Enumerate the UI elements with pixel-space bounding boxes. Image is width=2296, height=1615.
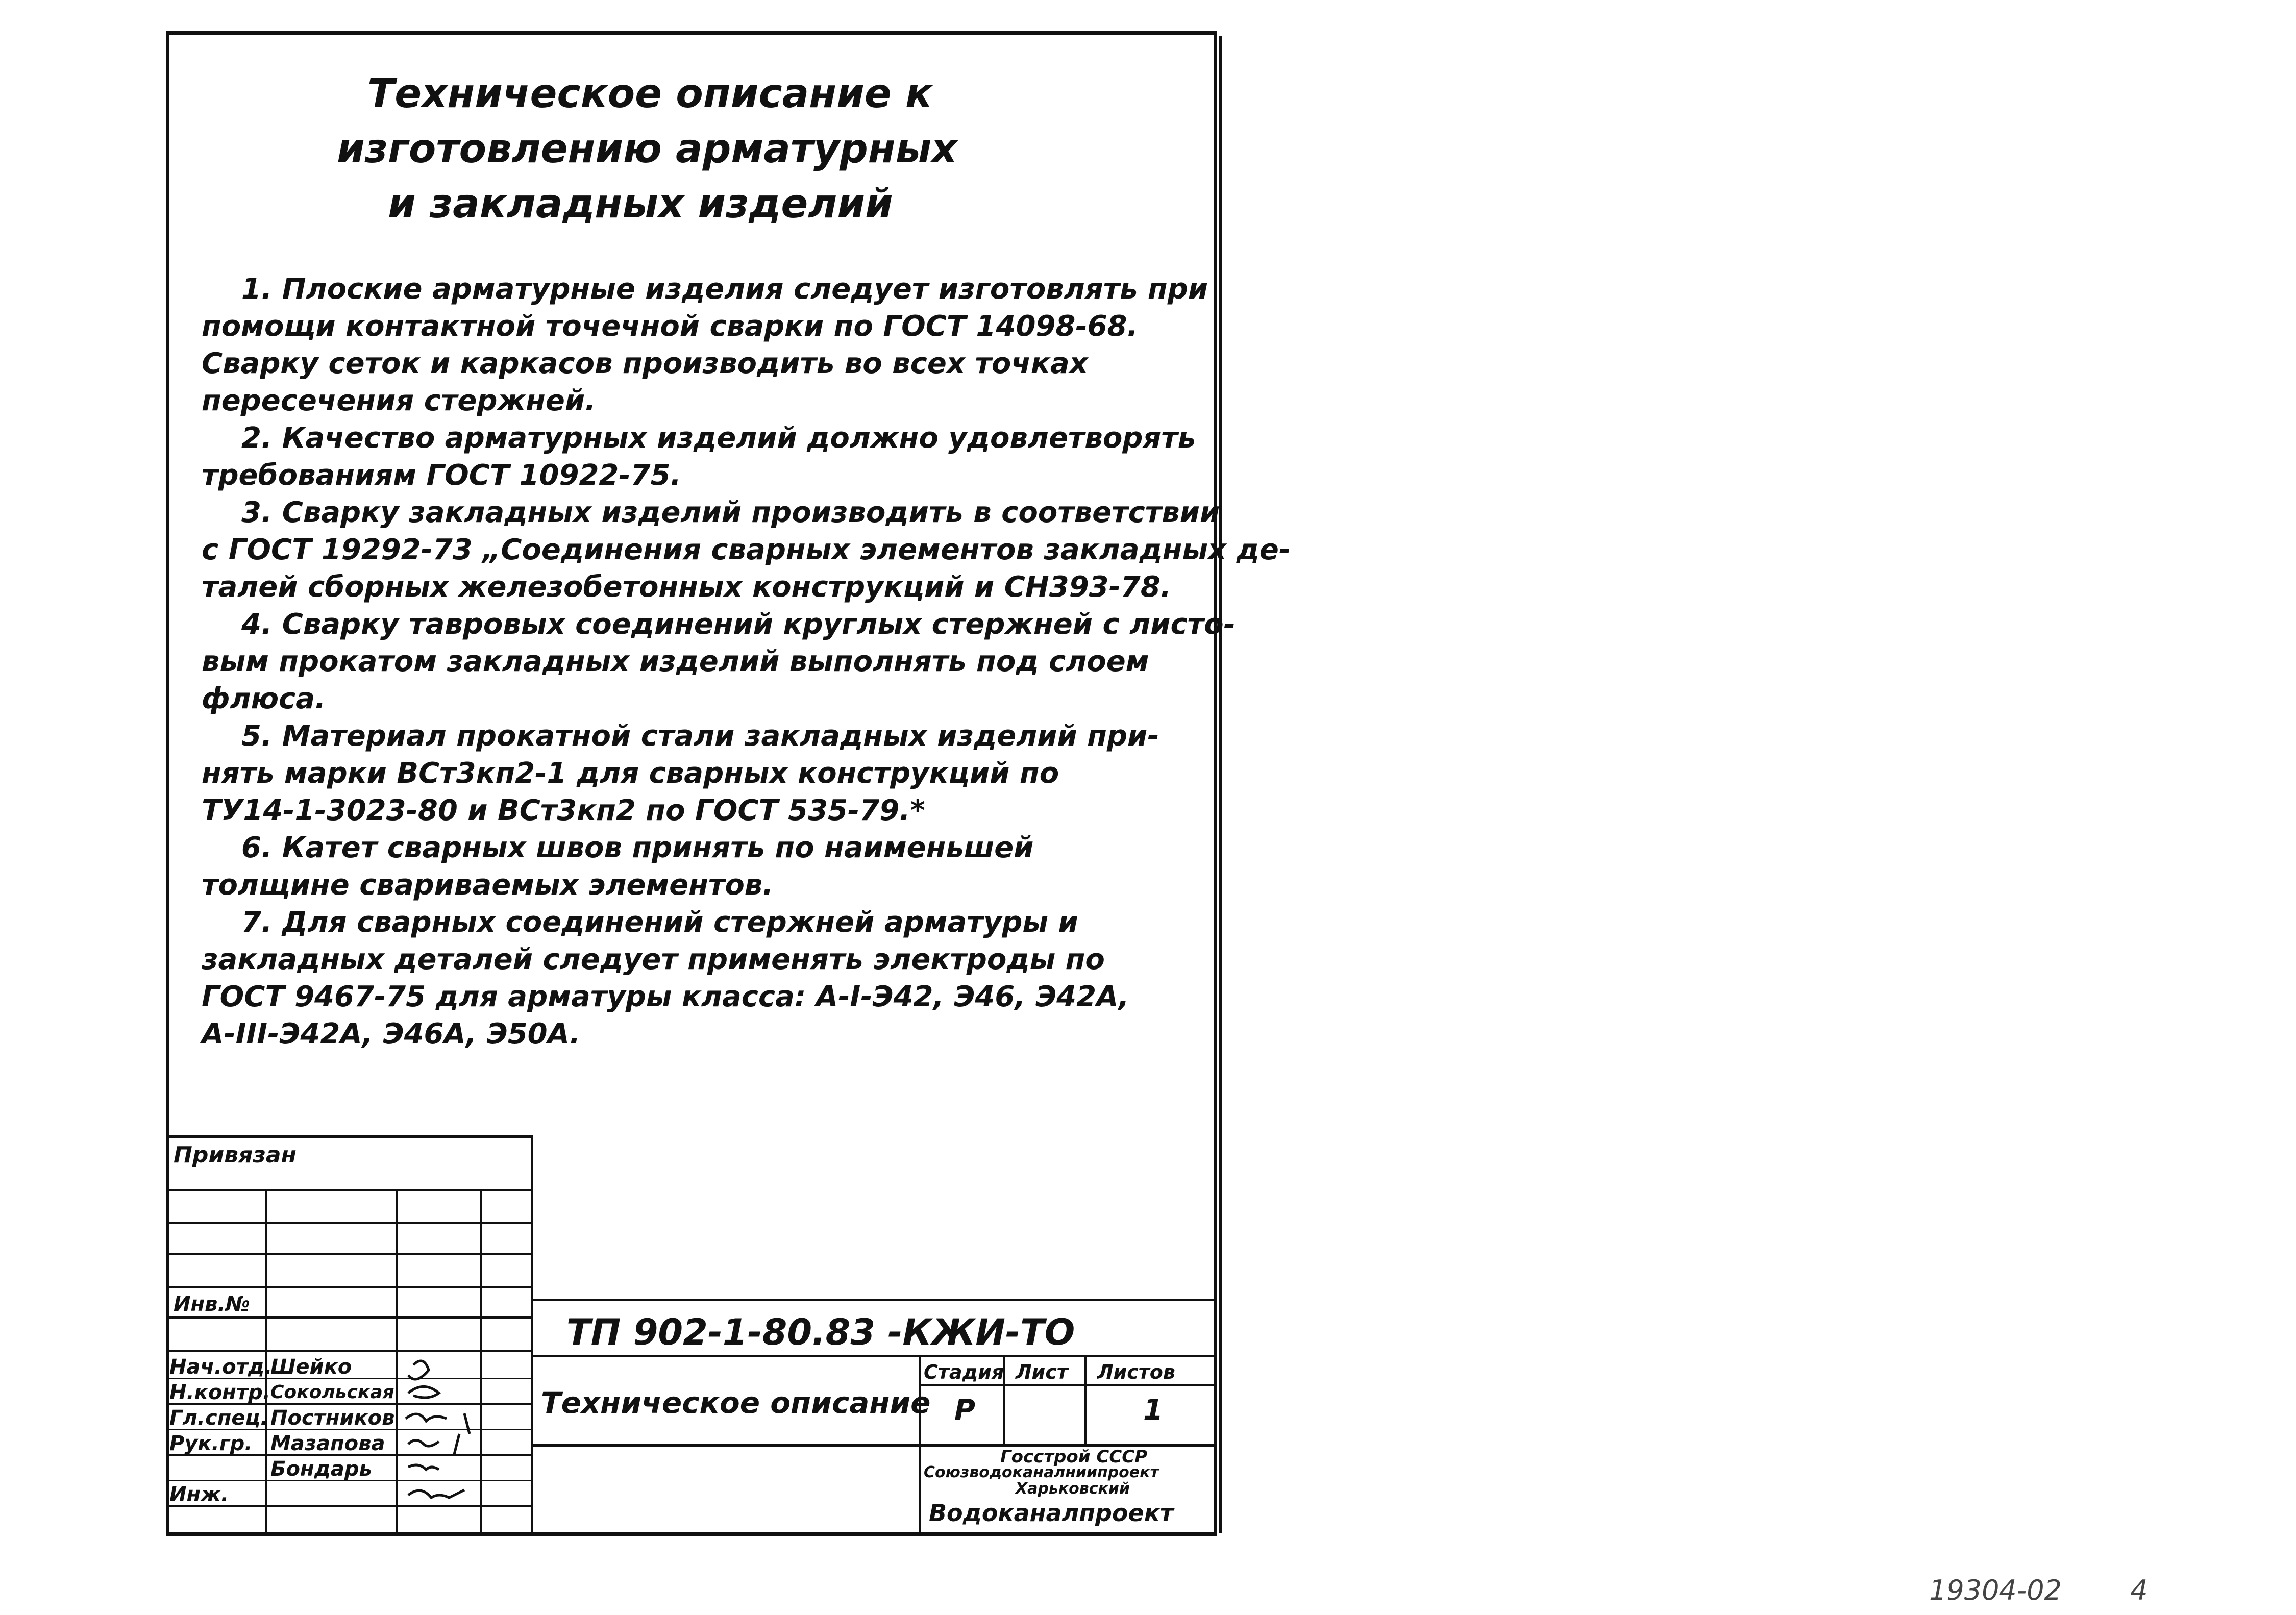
body-line: пересечения стержней. bbox=[202, 384, 596, 417]
stage-value: Р bbox=[954, 1394, 976, 1427]
sheets-label: Листов bbox=[1097, 1361, 1175, 1383]
title-line-1: Техническое описание к bbox=[367, 71, 932, 117]
stamp-rule bbox=[396, 1189, 398, 1533]
sheets-value: 1 bbox=[1143, 1394, 1163, 1427]
role-name: Мазапова bbox=[270, 1432, 385, 1455]
organization-line-1: Госстрой СССР bbox=[1000, 1447, 1148, 1467]
body-line: требованиям ГОСТ 10922-75. bbox=[202, 459, 681, 492]
stamp-rule bbox=[166, 1253, 533, 1255]
title-line-2: изготовлению арматурных bbox=[337, 126, 957, 172]
document-name: Техническое описание bbox=[541, 1385, 931, 1420]
stamp-rule bbox=[919, 1355, 921, 1533]
page-mark: 4 bbox=[2130, 1574, 2148, 1606]
sheet-binding-edge bbox=[1214, 36, 1222, 1533]
body-line: А-III-Э42А, Э46А, Э50А. bbox=[202, 1017, 581, 1051]
body-line: ТУ14-1-3023-80 и ВСт3кп2 по ГОСТ 535-79.* bbox=[202, 794, 925, 827]
role-label: Нач.отд. bbox=[169, 1355, 273, 1379]
stamp-rule bbox=[166, 1286, 533, 1288]
inventory-number-label: Инв.№ bbox=[174, 1293, 250, 1316]
role-name: Постников bbox=[270, 1406, 395, 1430]
body-line: 4. Сварку тавровых соединений круглых стержней с листо- bbox=[241, 608, 1236, 641]
stamp-rule bbox=[166, 1135, 533, 1138]
stamp-rule bbox=[166, 1189, 533, 1191]
role-label: Инж. bbox=[169, 1483, 229, 1506]
organization-line-2: Союзводоканалниипроект bbox=[924, 1463, 1159, 1481]
organization-line-3: Харьковский bbox=[1016, 1480, 1130, 1498]
stamp-rule bbox=[166, 1222, 533, 1224]
privyazan-label: Привязан bbox=[174, 1142, 297, 1168]
organization-line-4: Водоканалпроект bbox=[929, 1499, 1174, 1527]
body-line: талей сборных железобетонных конструкций и СН393-78. bbox=[202, 570, 1172, 604]
signatures-graphic bbox=[398, 1352, 521, 1526]
body-line: ГОСТ 9467-75 для арматуры класса: А-I-Э42, Э46, Э42А, bbox=[202, 980, 1129, 1013]
body-line: Сварку сеток и каркасов производить во всех точках bbox=[202, 347, 1088, 380]
body-line: 7. Для сварных соединений стержней арматуры и bbox=[241, 906, 1078, 939]
role-name: Шейко bbox=[270, 1355, 352, 1379]
sheet-label: Лист bbox=[1016, 1361, 1068, 1383]
body-line: флюса. bbox=[202, 682, 326, 715]
body-line: 1. Плоские арматурные изделия следует изготовлять при bbox=[241, 272, 1208, 306]
role-name: Бондарь bbox=[270, 1457, 372, 1481]
body-line: толщине свариваемых элементов. bbox=[202, 868, 774, 902]
role-label: Гл.спец. bbox=[169, 1406, 268, 1430]
stamp-rule bbox=[531, 1355, 1217, 1357]
body-line: закладных деталей следует применять электроды по bbox=[202, 943, 1105, 976]
stamp-rule bbox=[531, 1299, 1217, 1301]
role-name: Сокольская bbox=[270, 1382, 394, 1403]
title-line-3: и закладных изделий bbox=[388, 181, 893, 227]
stamp-rule bbox=[531, 1135, 533, 1533]
body-line: 5. Материал прокатной стали закладных изделий при- bbox=[241, 719, 1159, 753]
stage-label: Стадия bbox=[924, 1361, 1004, 1383]
role-label: Рук.гр. bbox=[169, 1432, 253, 1455]
body-line: вым прокатом закладных изделий выполнять под слоем bbox=[202, 645, 1149, 678]
stamp-rule bbox=[1084, 1355, 1087, 1444]
archive-footer bbox=[1929, 1574, 2148, 1606]
document-code: ТП 902-1-80.83 -КЖИ-ТО bbox=[566, 1311, 1075, 1353]
body-line: 6. Катет сварных швов принять по наименьшей bbox=[241, 831, 1034, 864]
stamp-rule bbox=[166, 1316, 533, 1319]
archive-number: 19304-02 bbox=[1929, 1574, 2062, 1606]
body-line: 3. Сварку закладных изделий производить в соответствии bbox=[241, 496, 1220, 529]
body-line: 2. Качество арматурных изделий должно удовлетворять bbox=[241, 421, 1196, 455]
technical-description-body bbox=[202, 270, 1291, 1053]
stamp-rule bbox=[166, 1350, 533, 1352]
role-label: Н.контр. bbox=[169, 1381, 270, 1404]
body-line: нять марки ВСт3кп2-1 для сварных конструкций по bbox=[202, 757, 1059, 790]
document-title bbox=[179, 66, 1056, 232]
body-line: с ГОСТ 19292-73 „Соединения сварных элементов закладных де- bbox=[202, 533, 1291, 566]
body-line: помощи контактной точечной сварки по ГОСТ 14098-68. bbox=[202, 310, 1138, 343]
